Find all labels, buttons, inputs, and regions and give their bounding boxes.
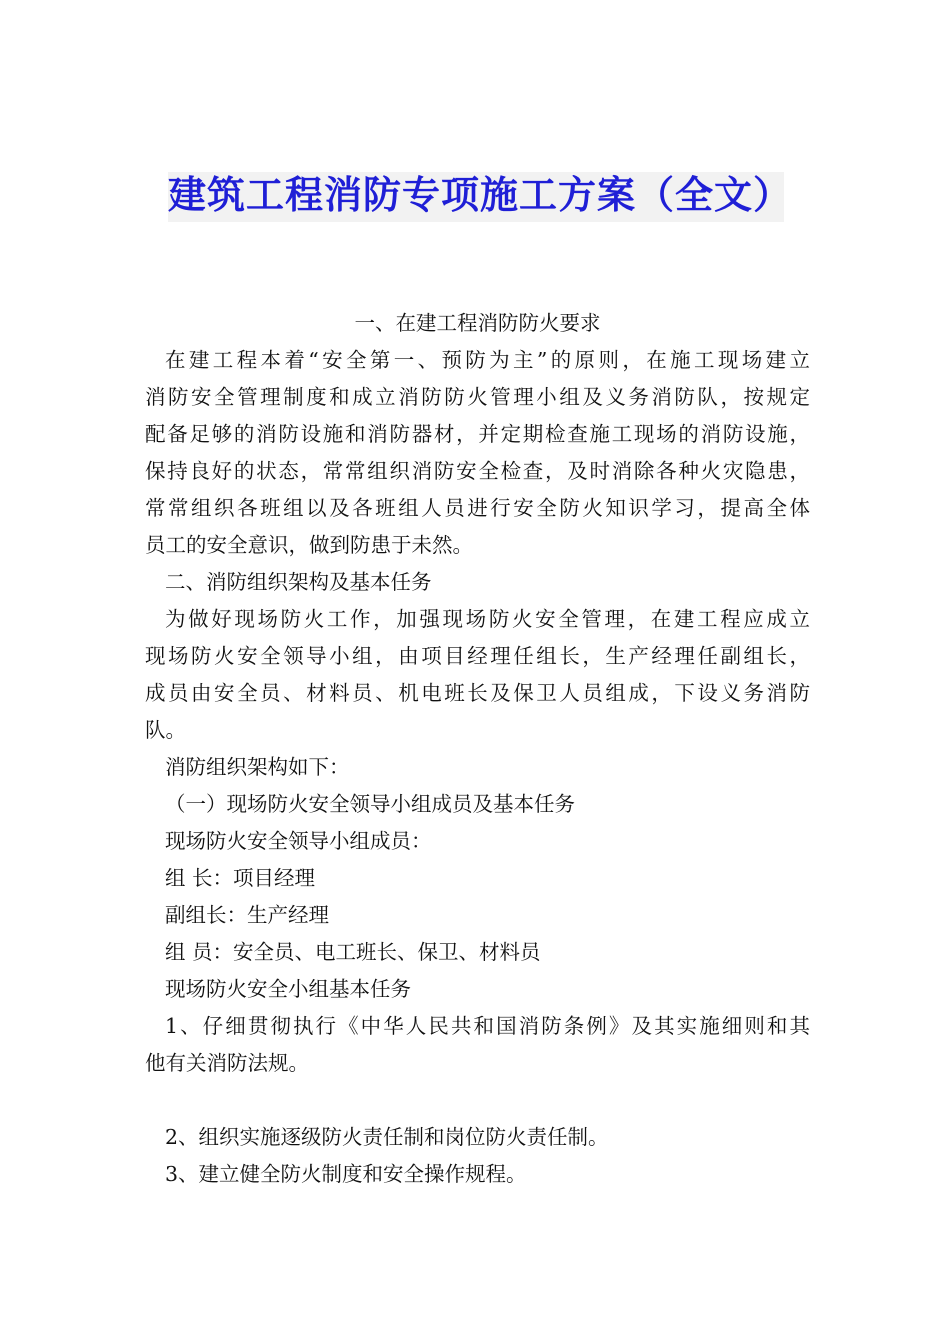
list-item-continuation: 他有关消防法规。 — [145, 1051, 309, 1075]
paragraph-line: 为做好现场防火工作，加强现场防火安全管理，在建工程应成立 — [165, 607, 810, 631]
paragraph-line: 配备足够的消防设施和消防器材，并定期检查施工现场的消防设施， — [145, 422, 810, 446]
member-line: 组 长：项目经理 — [165, 866, 316, 890]
list-item: 3、建立健全防火制度和安全操作规程。 — [165, 1162, 527, 1186]
list-item: 1、仔细贯彻执行《中华人民共和国消防条例》及其实施细则和其 — [165, 1014, 810, 1038]
document-title: 建筑工程消防专项施工方案（全文） — [168, 173, 793, 217]
section-heading-1: 一、在建工程消防防火要求 — [354, 311, 601, 335]
paragraph-line: 保持良好的状态，常常组织消防安全检查，及时消除各种火灾隐患， — [145, 459, 810, 483]
paragraph-line: 现场防火安全领导小组，由项目经理任组长，生产经理任副组长， — [145, 644, 810, 668]
paragraph-line: 成员由安全员、材料员、机电班长及保卫人员组成，下设义务消防 — [145, 681, 810, 705]
paragraph-line: 队。 — [145, 718, 186, 742]
document-body — [145, 305, 810, 1193]
paragraph-line: 消防组织架构如下： — [165, 755, 350, 779]
paragraph-line: 消防安全管理制度和成立消防防火管理小组及义务消防队，按规定 — [145, 385, 810, 409]
paragraph-line: 员工的安全意识，做到防患于未然。 — [145, 533, 473, 557]
paragraph-line: 在建工程本着“安全第一、预防为主”的原则，在施工现场建立 — [165, 348, 810, 372]
section-heading-2: 二、消防组织架构及基本任务 — [165, 570, 432, 594]
member-line: 副组长：生产经理 — [165, 903, 329, 927]
paragraph-line: 常常组织各班组以及各班组人员进行安全防火知识学习，提高全体 — [145, 496, 810, 520]
spacer — [145, 1082, 810, 1119]
member-line: 组 员：安全员、电工班长、保卫、材料员 — [165, 940, 541, 964]
subsection-heading: （一）现场防火安全领导小组成员及基本任务 — [165, 792, 575, 816]
paragraph-line: 现场防火安全领导小组成员： — [165, 829, 432, 853]
paragraph-line: 现场防火安全小组基本任务 — [165, 977, 411, 1001]
list-item: 2、组织实施逐级防火责任制和岗位防火责任制。 — [165, 1125, 609, 1149]
